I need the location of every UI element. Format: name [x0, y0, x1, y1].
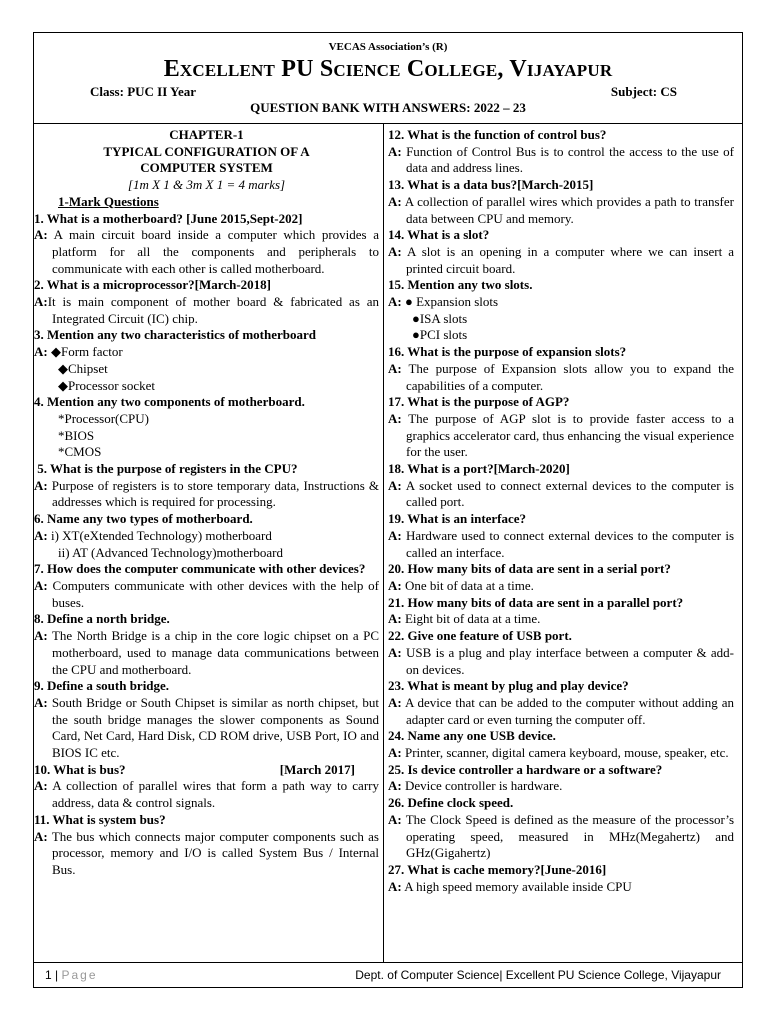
answer-text: A slot is an opening in a computer where we can insert a printed circuit board.: [406, 243, 734, 276]
question-14: 14. What is a slot?: [388, 227, 490, 243]
answer-label: A:: [34, 577, 48, 593]
question-23: 23. What is meant by plug and play device?: [388, 678, 629, 694]
class-subject-row: [33, 84, 743, 100]
question-8: 8. Define a north bridge.: [34, 611, 170, 627]
question-21: 21. How many bits of data are sent in a parallel port?: [388, 594, 684, 610]
answer-text: South Bridge or South Chipset is similar as north chipset, but the south bridge manages the slower components as Sound Card, Net Card, Hard Disk, CD ROM drive, USB Port, IO and BIOS IC etc.: [51, 694, 379, 761]
answer-text: One bit of data at a time.: [404, 577, 534, 593]
answer-label: A:: [34, 344, 48, 360]
class-label: Class: PUC II Year: [90, 84, 197, 99]
answer-item: ◆Form factor: [50, 344, 123, 360]
question-text: 10. What is bus?: [34, 761, 126, 777]
answer-text: It is main component of mother board & fabricated as an Integrated Circuit (IC) chip.: [47, 294, 379, 326]
answer-label: A:: [388, 878, 402, 894]
answer-text: The Clock Speed is defined as the measure of the processor’s operating speed, measured in MHz(Megahertz) and GHz(Gigahertz): [405, 811, 735, 861]
answer-text: A collection of parallel wires which provides a path to transfer data between CPU and memory.: [404, 193, 734, 226]
question-2: 2. What is a microprocessor?[March-2018]: [34, 277, 271, 293]
question-9: 9. Define a south bridge.: [34, 678, 170, 694]
question-17: 17. What is the purpose of AGP?: [388, 394, 570, 410]
answer-label: A:: [388, 527, 402, 543]
answer-text: A device that can be added to the computer without adding an adapter card or even turning the computer off.: [404, 694, 734, 727]
question-4: 4. Mention any two components of motherboard.: [34, 394, 305, 410]
answer-text: Function of Control Bus is to control the access to the use of data and address lines.: [406, 143, 735, 176]
answer-14: [388, 244, 734, 277]
answer-2: [34, 294, 379, 327]
answer-label: A:: [388, 410, 402, 426]
question-12: 12. What is the function of control bus?: [388, 127, 607, 142]
answer-item: ◆Chipset: [58, 360, 108, 376]
answer-item: ◆Processor socket: [58, 377, 156, 393]
answer-label: A:: [388, 193, 402, 209]
answer-10: [34, 778, 379, 811]
answer-item: *Processor(CPU): [58, 410, 149, 426]
page-word: Page: [61, 968, 98, 982]
answer-label: A:: [388, 143, 402, 159]
section-heading: 1-Mark Questions: [58, 193, 159, 209]
answer-9: [34, 695, 379, 762]
answer-text: The purpose of AGP slot is to provide faster access to a graphics accelerator card, thus enhancing the visual experience for the user.: [406, 410, 735, 460]
page-separator: |: [55, 968, 59, 982]
answer-7: [34, 578, 379, 611]
answer-text: Purpose of registers is to store temporary data, Instructions & addresses which is required for processing.: [51, 477, 380, 510]
answer-27: [388, 879, 734, 896]
answer-item: ●PCI slots: [412, 327, 468, 343]
column-divider: [383, 124, 384, 962]
page-footer: [33, 962, 743, 987]
answer-label: A:: [34, 527, 48, 543]
marks-scheme: [1m X 1 & 3m X 1 = 4 marks]: [127, 177, 286, 193]
page-number: [45, 968, 98, 982]
answer-text: A socket used to connect external devices to the computer is called port.: [405, 477, 734, 510]
answer-5: [34, 478, 379, 511]
answer-text: Eight bit of data at a time.: [404, 611, 541, 627]
page-header: [33, 40, 743, 116]
answer-item: ii) AT (Advanced Technology)motherboard: [58, 544, 283, 560]
question-19: 19. What is an interface?: [388, 511, 527, 527]
answer-12: [388, 144, 734, 177]
answer-18: [388, 478, 734, 511]
answer-text: The bus which connects major computer components such as processor, memory and I/O is called System Bus / Internal Bus.: [51, 828, 379, 877]
answer-16: [388, 361, 734, 394]
answer-text: The North Bridge is a chip in the core logic chipset on a PC motherboard, used to manage data communications between the CPU and motherboard.: [51, 628, 379, 677]
question-16: 16. What is the purpose of expansion slots?: [388, 344, 627, 360]
answer-23: [388, 695, 734, 728]
answer-item: ● Expansion slots: [404, 294, 499, 310]
answer-13: [388, 194, 734, 227]
page-num: 1: [45, 968, 52, 982]
answer-label: A:: [388, 778, 402, 794]
question-11: 11. What is system bus?: [34, 811, 166, 827]
answer-11: [34, 829, 379, 879]
chapter-number: CHAPTER-1: [169, 127, 244, 142]
answer-text: USB is a plug and play interface between a computer & add-on devices.: [406, 644, 735, 677]
association-name: VECAS Association’s (R): [328, 41, 448, 53]
answer-label: A:: [388, 811, 402, 827]
answer-label: A:: [34, 477, 48, 493]
question-24: 24. Name any one USB device.: [388, 728, 556, 744]
question-15: 15. Mention any two slots.: [388, 277, 533, 293]
answer-label: A:: [34, 778, 48, 794]
answer-label: A:: [34, 294, 48, 310]
header-divider: [33, 123, 743, 124]
footer-department: Dept. of Computer Science| Excellent PU Science College, Vijayapur: [355, 968, 721, 982]
answer-text: A high speed memory available inside CPU: [404, 878, 632, 894]
answer-1: [34, 227, 379, 277]
question-20: 20. How many bits of data are sent in a serial port?: [388, 561, 671, 577]
answer-label: A:: [388, 477, 402, 493]
question-18: 18. What is a port?[March-2020]: [388, 461, 570, 477]
question-13: 13. What is a data bus?[March-2015]: [388, 177, 594, 193]
answer-25: [388, 778, 734, 795]
answer-label: A:: [388, 360, 402, 376]
answer-label: A:: [34, 628, 48, 644]
answer-22: [388, 645, 734, 678]
answer-label: A:: [388, 294, 402, 310]
answer-label: A:: [388, 243, 402, 259]
answer-6: [34, 528, 379, 545]
answer-24: [388, 745, 734, 762]
question-date: [March 2017]: [279, 761, 355, 777]
answer-label: A:: [388, 694, 402, 710]
answer-item: ●ISA slots: [412, 310, 468, 326]
subject-label: Subject: CS: [610, 84, 677, 99]
answer-21: [388, 611, 734, 628]
answer-8: [34, 628, 379, 678]
question-1: 1. What is a motherboard? [June 2015,Sept-202]: [34, 210, 303, 226]
answer-text: Hardware used to connect external devices to the computer is called an interface.: [405, 527, 735, 560]
answer-text: Printer, scanner, digital camera keyboard, mouse, speaker, etc.: [404, 745, 729, 761]
answer-label: A:: [388, 611, 402, 627]
chapter-title-line1: TYPICAL CONFIGURATION OF A: [103, 143, 310, 159]
question-3: 3. Mention any two characteristics of motherboard: [34, 327, 316, 343]
document-title: QUESTION BANK WITH ANSWERS: 2022 – 23: [250, 100, 526, 115]
answer-3: [34, 344, 379, 361]
answer-item: i) XT(eXtended Technology) motherboard: [50, 527, 272, 543]
answer-text: Computers communicate with other devices with the help of buses.: [52, 577, 380, 610]
answer-17: [388, 411, 734, 461]
answer-text: A main circuit board inside a computer which provides a platform for all the components and peripherals to communicate with each other is called motherboard.: [52, 227, 379, 276]
right-column: [388, 127, 734, 895]
answer-text: The purpose of Expansion slots allow you to expand the capabilities of a computer.: [406, 360, 734, 393]
answer-15: [388, 294, 734, 311]
answer-text: A collection of parallel wires that form a path way to carry address, data & control signals.: [52, 778, 379, 811]
question-22: 22. Give one feature of USB port.: [388, 628, 572, 644]
answer-label: A:: [388, 745, 402, 761]
question-25: 25. Is device controller a hardware or a software?: [388, 761, 663, 777]
answer-label: A:: [388, 644, 402, 660]
question-27: 27. What is cache memory?[June-2016]: [388, 861, 607, 877]
answer-20: [388, 578, 734, 595]
question-10: [34, 762, 379, 779]
question-6: 6. Name any two types of motherboard.: [34, 511, 253, 527]
answer-label: A:: [34, 828, 48, 844]
question-7: 7. How does the computer communicate with other devices?: [34, 561, 366, 577]
answer-label: A:: [34, 694, 48, 710]
left-column: [34, 127, 379, 879]
answer-label: A:: [34, 227, 48, 243]
chapter-title-line2: COMPUTER SYSTEM: [140, 160, 273, 176]
college-name: Excellent PU Science College, Vijayapur: [163, 56, 613, 82]
answer-item: *CMOS: [58, 444, 102, 460]
answer-text: Device controller is hardware.: [404, 778, 563, 794]
answer-26: [388, 812, 734, 862]
question-26: 26. Define clock speed.: [388, 795, 514, 811]
answer-19: [388, 528, 734, 561]
answer-label: A:: [388, 577, 402, 593]
question-5: 5. What is the purpose of registers in the CPU?: [34, 461, 298, 477]
answer-item: *BIOS: [58, 427, 95, 443]
